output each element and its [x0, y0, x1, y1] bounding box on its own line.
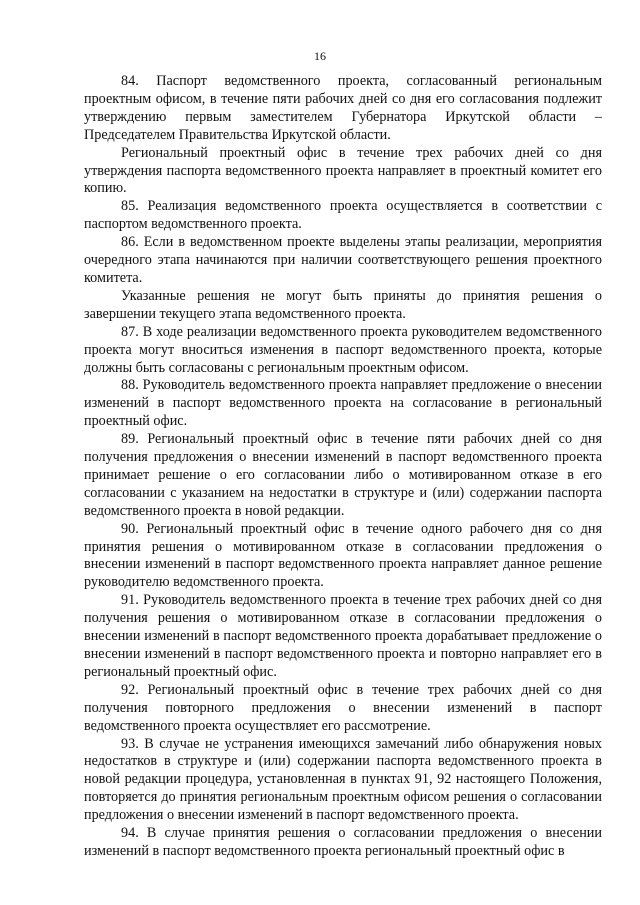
paragraph-87: 87. В ходе реализации ведомственного проекта руководителем ведомственного проекта могут вноситься изменения в паспорт ведомственного проекта, которые должны быть согласованы с региональным проектным офисом. — [84, 323, 602, 376]
paragraph-86: 86. Если в ведомственном проекте выделены этапы реализации, мероприятия очередного этапа начинаются при наличии соответствующего решения проектного комитета. — [84, 234, 602, 286]
page-number: 16 — [314, 49, 326, 63]
paragraph-86-note: Указанные решения не могут быть приняты до принятия решения о завершении текущего этапа ведомственного проекта. — [84, 287, 602, 322]
paragraph-90: 90. Региональный проектный офис в течение одного рабочего дня со дня принятия решения о мотивированном отказе в согласовании предложения о внесении изменений в паспорт ведомственного проекта направляет данное решение руководителю ведомственного проекта. — [84, 520, 602, 591]
paragraph-89: 89. Региональный проектный офис в течение пяти рабочих дней со дня получения предложения о внесении изменений в паспорт ведомственного проекта принимает решение о его согласовании либо о мотивированном отказе в его согласовании с указанием на недостатки в структуре и (или) содержании паспорта ведомственного проекта в новой редакции. — [84, 431, 602, 519]
paragraph-84-copy: Региональный проектный офис в течение трех рабочих дней со дня утверждения паспорта ведомственного проекта направляет в проектный комитет его копию. — [84, 144, 602, 197]
paragraph-91: 91. Руководитель ведомственного проекта в течение трех рабочих дней со дня получения решения о мотивированном отказе в согласовании предложения о внесении изменений в паспорт ведомственного проекта дорабатывает предложение о внесении изменений в паспорт ведомственного проекта и повторно направляет его в региональный проектный офис. — [84, 592, 602, 680]
paragraph-92: 92. Региональный проектный офис в течение трех рабочих дней со дня получения повторного предложения о внесении изменений в паспорт ведомственного проекта осуществляет его рассмотрение. — [84, 681, 602, 734]
document-body — [84, 73, 602, 861]
paragraph-94: 94. В случае принятия решения о согласовании предложения о внесении изменений в паспорт ведомственного проекта региональный проектный офис в — [84, 825, 602, 859]
paragraph-85: 85. Реализация ведомственного проекта осуществляется в соответствии с паспортом ведомственного проекта. — [84, 198, 602, 233]
paragraph-84: 84. Паспорт ведомственного проекта, согласованный региональным проектным офисом, в течение пяти рабочих дней со дня его согласования подлежит утверждению первым заместителем Губернатора Иркутской области – Председателем Правительства Иркутской области. — [84, 73, 602, 143]
paragraph-93: 93. В случае не устранения имеющихся замечаний либо обнаружения новых недостатков в структуре и (или) содержании паспорта ведомственного проекта в новой редакции процедура, установленная в пунктах 91, 92 настоящего Положения, повторяется до принятия региональным проектным офисом решения о согласовании предложения о внесении изменений в паспорт ведомственного проекта. — [84, 735, 602, 824]
paragraph-88: 88. Руководитель ведомственного проекта направляет предложение о внесении изменений в паспорт ведомственного проекта на согласование в региональный проектный офис. — [84, 377, 602, 430]
